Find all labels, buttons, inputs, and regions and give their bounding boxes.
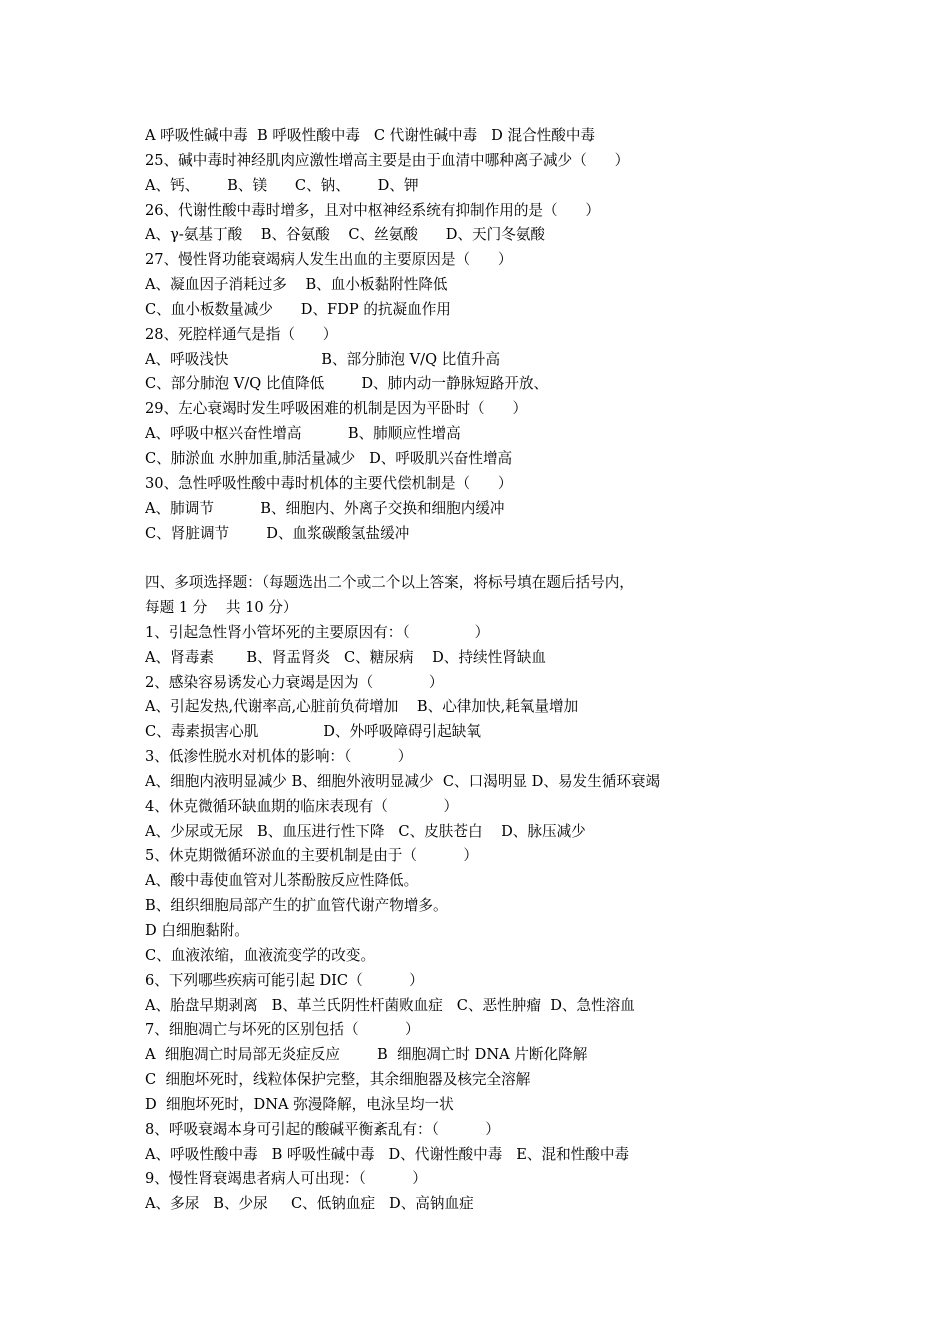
answer-options-25: A、钙、 B、镁 C、钠、 D、钾	[145, 176, 419, 194]
question-29: 29、左心衰竭时发生呼吸困难的机制是因为平卧时（ ）	[145, 400, 528, 418]
mc-answer-options-8: A、呼吸性酸中毒 B 呼吸性碱中毒 D、代谢性酸中毒 E、混和性酸中毒	[145, 1145, 630, 1163]
answer-options-27-ab: A、凝血因子消耗过多 B、血小板黏附性降低	[145, 276, 448, 294]
answer-options-29-cd: C、肺淤血 水肿加重,肺活量减少 D、呼吸肌兴奋性增高	[145, 449, 513, 467]
mc-question-9: 9、慢性肾衰竭患者病人可出现：（ ）	[145, 1170, 427, 1188]
answer-options-30-cd: C、肾脏调节 D、血浆碳酸氢盐缓冲	[145, 524, 410, 542]
mc-question-6: 6、下列哪些疾病可能引起 DIC（ ）	[145, 971, 424, 989]
section-heading-score: 每题 1 分 共 10 分）	[145, 599, 298, 617]
mc-answer-options-7-ab: A 细胞凋亡时局部无炎症反应 B 细胞凋亡时 DNA 片断化降解	[145, 1046, 588, 1064]
question-30: 30、急性呼吸性酸中毒时机体的主要代偿机制是（ ）	[145, 474, 513, 492]
mc-answer-option-7d: D 细胞坏死时，DNA 弥漫降解，电泳呈均一状	[145, 1095, 454, 1113]
answer-options-26: A、γ-氨基丁酸 B、谷氨酸 C、丝氨酸 D、天门冬氨酸	[145, 226, 546, 244]
mc-answer-options-6: A、胎盘早期剥离 B、革兰氏阴性杆菌败血症 C、恶性肿瘤 D、急性溶血	[145, 996, 635, 1014]
question-27: 27、慢性肾功能衰竭病人发生出血的主要原因是（ ）	[145, 251, 513, 269]
mc-answer-options-2-ab: A、引起发热,代谢率高,心脏前负荷增加 B、心律加快,耗氧量增加	[145, 698, 579, 716]
mc-question-1: 1、引起急性肾小管坏死的主要原因有：（ ）	[145, 623, 490, 641]
answer-options-28-cd: C、部分肺泡 V/Q 比值降低 D、肺内动一静脉短路开放、	[145, 375, 549, 393]
mc-question-8: 8、呼吸衰竭本身可引起的酸碱平衡紊乱有：（ ）	[145, 1120, 500, 1138]
mc-answer-option-5a: A、酸中毒使血管对儿茶酚胺反应性降低。	[145, 872, 419, 890]
answer-options-29-ab: A、呼吸中枢兴奋性增高 B、肺顺应性增高	[145, 425, 461, 443]
blank-line	[145, 546, 845, 571]
mc-answer-option-5d: D 白细胞黏附。	[145, 922, 249, 939]
answer-options-28-ab: A、呼吸浅快 B、部分肺泡 V/Q 比值升高	[145, 350, 501, 368]
mc-question-3: 3、低渗性脱水对机体的影响：（ ）	[145, 748, 413, 766]
answer-options-24: A 呼吸性碱中毒 B 呼吸性酸中毒 C 代谢性碱中毒 D 混合性酸中毒	[145, 127, 596, 144]
mc-answer-options-4: A、少尿或无尿 B、血压进行性下降 C、皮肤苍白 D、脉压减少	[145, 822, 586, 840]
answer-options-27-cd: C、血小板数量减少 D、FDP 的抗凝血作用	[145, 300, 451, 318]
mc-answer-option-5c: C、血液浓缩，血液流变学的改变。	[145, 946, 376, 964]
mc-answer-option-5b: B、组织细胞局部产生的扩血管代谢产物增多。	[145, 897, 448, 915]
section-heading-multiple-choice: 四、多项选择题：（每题选出二个或二个以上答案，将标号填在题后括号内，	[145, 574, 634, 592]
exam-text-block	[145, 124, 845, 1217]
question-26: 26、代谢性酸中毒时增多，且对中枢神经系统有抑制作用的是（ ）	[145, 201, 601, 219]
question-25: 25、碱中毒时神经肌肉应激性增高主要是由于血清中哪种离子减少（ ）	[145, 151, 630, 169]
mc-answer-options-9: A、多尿 B、少尿 C、低钠血症 D、高钠血症	[145, 1195, 474, 1213]
mc-answer-option-7c: C 细胞坏死时，线粒体保护完整，其余细胞器及核完全溶解	[145, 1071, 531, 1089]
answer-options-30-ab: A、肺调节 B、细胞内、外离子交换和细胞内缓冲	[145, 499, 505, 517]
mc-question-2: 2、感染容易诱发心力衰竭是因为（ ）	[145, 673, 444, 691]
mc-answer-options-3: A、细胞内液明显减少 B、细胞外液明显减少 C、口渴明显 D、易发生循环衰竭	[145, 772, 661, 790]
mc-answer-options-2-cd: C、毒素损害心肌 D、外呼吸障碍引起缺氧	[145, 723, 481, 741]
mc-question-7: 7、细胞凋亡与坏死的区别包括（ ）	[145, 1021, 420, 1039]
mc-question-5: 5、休克期微循环淤血的主要机制是由于（ ）	[145, 847, 478, 865]
mc-question-4: 4、休克微循环缺血期的临床表现有（ ）	[145, 797, 459, 815]
mc-answer-options-1: A、肾毒素 B、肾盂肾炎 C、糖尿病 D、持续性肾缺血	[145, 648, 546, 666]
question-28: 28、死腔样通气是指（ ）	[145, 325, 338, 343]
